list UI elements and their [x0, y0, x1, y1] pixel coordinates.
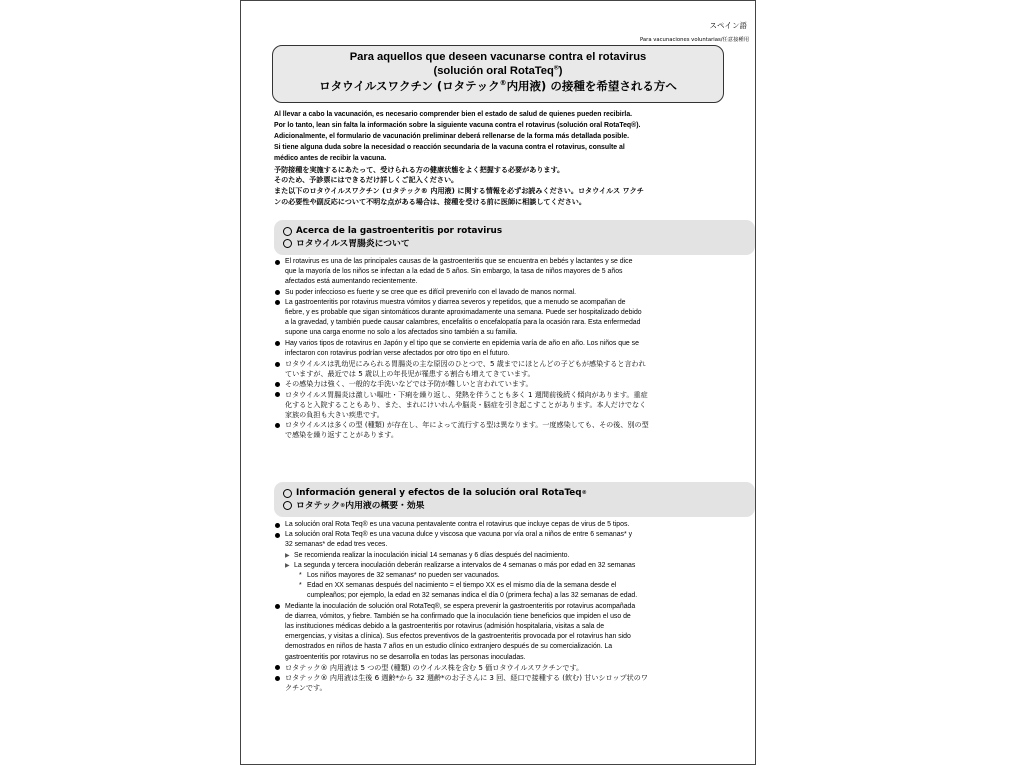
footnote: cumpleaños; por ejemplo, la edad en 32 semanas indica el día 0 (primera fecha) a las 32 semanas de edad.	[307, 592, 638, 600]
intro-line: そのため、予診票にはできるだけ詳しくご記入ください。	[274, 175, 459, 185]
list-item: Mediante la inoculación de solución oral RotaTeq®, se espera prevenir la gastroenteritis por rotavirus acompañada de diarrea, vómitos, y fiebre. También se ha confirmado que la inoculación tiene beneficios que impiden el uso de las instituciones médicas debido a la gastroenteritis por rotavirus (admisión hospitalaria, visitas a sala de emergencias, y visitas a clínica). Sus efectos preventivos de la gastroenteritis provocada por el rotavirus han sido demostrados en niños de hasta 7 años en un estudio clínico extranjero después de su comercialización. La gastroenteritis por rotavirus no se desarrolla en todas las personas inoculadas.	[274, 602, 754, 663]
section-2-list	[274, 520, 754, 693]
list-item: Su poder infeccioso es fuerte y se cree que es difícil prevenirlo con el lavado de manos normal.	[274, 288, 754, 298]
list-item: ロタウイルスは乳幼児にみられる胃腸炎の主な原因のひとつで、5 歳までにほとんどの子どもが感染すると言われ ていますが、最近では 5 歳以上の年長児が罹患する割合も増えてきています。	[274, 359, 754, 379]
intro-line: Por lo tanto, lean sin falta la información sobre la siguiente vacuna contra el rotavirus (solución oral RotaTeq®).	[274, 121, 641, 129]
footnote: * Edad en XX semanas después del nacimiento = el tiempo XX es el mismo día de la semana desde el	[299, 582, 617, 590]
language-label: スペイン語	[709, 21, 747, 30]
list-item: ロタテック® 内用液は生後 6 週齢*から 32 週齢*のお子さんに 3 回、経口で接種する (飲む) 甘いシロップ状のワ クチンです。	[274, 673, 754, 693]
intro-line: médico antes de recibir la vacuna.	[274, 154, 387, 162]
title-box	[272, 45, 724, 103]
title-line-2: (solución oral RotaTeq®)	[433, 64, 563, 77]
intro-line: Adicionalmente, el formulario de vacunación preliminar deberá rellenarse de la forma más detallada posible.	[274, 132, 629, 140]
section-1-list	[274, 257, 754, 441]
section-2-heading: Información general y efectos de la solución oral RotaTeq ® ロタテック ® 内用液の概要・効果	[274, 482, 755, 517]
sub-point: ▶ La segunda y tercera inoculación deberán realizarse a intervalos de 4 semanas o más por edad en 32 semanas	[274, 561, 754, 571]
sub-point: ▶ Se recomienda realizar la inoculación inicial 14 semanas y 6 días después del nacimiento.	[274, 551, 754, 561]
circle-icon	[283, 227, 292, 236]
list-item: ロタウイルスは多くの型 (種類) が存在し、年によって流行する型は異なります。一度感染しても、その後、別の型 で感染を繰り返すことがあります。	[274, 420, 754, 440]
list-item: La solución oral Rota Teq® es una vacuna pentavalente contra el rotavirus que incluye cepas de virus de 5 tipos.	[274, 520, 754, 530]
list-item: ロタウイルス胃腸炎は激しい嘔吐・下痢を繰り返し、発熱を伴うことも多く 1 週間前後続く傾向があります。重症 化すると入院することもあり、また、まれにけいれんや脳炎・脳症を引き起こすことがあります。本人だけでなく 家族の負担も大きい疾患です。	[274, 390, 754, 421]
section-1-heading: Acerca de la gastroenteritis por rotavirus ロタウイルス胃腸炎について	[274, 220, 755, 255]
intro-line: また以下のロタウイルスワクチン (ロタテック® 内用液) に関する情報を必ずお読みください。ロタウイルス ワクチ	[274, 186, 644, 196]
title-line-1: Para aquellos que deseen vacunarse contra el rotavirus	[349, 51, 647, 63]
list-item: その感染力は強く、一般的な手洗いなどでは予防が難しいと言われています。	[274, 379, 754, 389]
title-line-3: ロタウイルスワクチン (ロタテック®内用液) の接種を希望される方へ	[319, 79, 677, 93]
intro-text	[274, 110, 754, 208]
circle-icon	[283, 501, 292, 510]
list-item: ロタテック® 内用液は 5 つの型 (種類) のウイルス株を含む 5 価ロタウイルスワクチンです。	[274, 663, 754, 673]
list-item: La solución oral Rota Teq® es una vacuna dulce y viscosa que vacuna por vía oral a niños de entre 6 semanas* y 32 semanas* de edad tres veces.	[274, 530, 754, 550]
intro-line: 予防接種を実施するにあたって、受けられる方の健康状態をよく把握する必要があります。	[274, 164, 565, 174]
circle-icon	[283, 489, 292, 498]
intro-line: Al llevar a cabo la vacunación, es necesario comprender bien el estado de salud de quienes pueden recibirla.	[274, 111, 633, 118]
circle-icon	[283, 239, 292, 248]
document-page	[240, 0, 756, 765]
intro-line: ンの必要性や副反応について不明な点がある場合は、接種を受ける前に医師に相談してください。	[274, 197, 586, 207]
document-subtitle: Para vacunaciones voluntarias/任意接種用	[639, 37, 749, 43]
footnote: * Los niños mayores de 32 semanas* no pueden ser vacunados.	[299, 572, 500, 580]
intro-line: Si tiene alguna duda sobre la necesidad o reacción secundaria de la vacuna contra el rotavirus, consulte al	[274, 143, 625, 151]
list-item: Hay varios tipos de rotavirus en Japón y el tipo que se convierte en epidemia varía de año en año. Los niños que se infectaron con rotavirus podrían verse afectados por otro tipo en el futuro.	[274, 339, 754, 359]
list-item: La gastroenteritis por rotavirus muestra vómitos y diarrea severos y repetidos, que a menudo se acompañan de fiebre, y es probable que sigan sintomáticos durante aproximadamente una semana. Puede ser hospitalizado debido a la gravedad, y también puede causar calambres, encefalitis o encefalopatía para la ocasión rara. Esta enfermedad supone una carga enorme no solo a los afectados sino también a su familia.	[274, 298, 754, 339]
list-item: El rotavirus es una de las principales causas de la gastroenteritis que se encuentra en bebés y lactantes y se dice que la mayoría de los niños se infectan a la edad de 5 años. Sin embargo, la tasa de niños mayores de 5 años afectados está aumentando recientemente.	[274, 257, 754, 288]
